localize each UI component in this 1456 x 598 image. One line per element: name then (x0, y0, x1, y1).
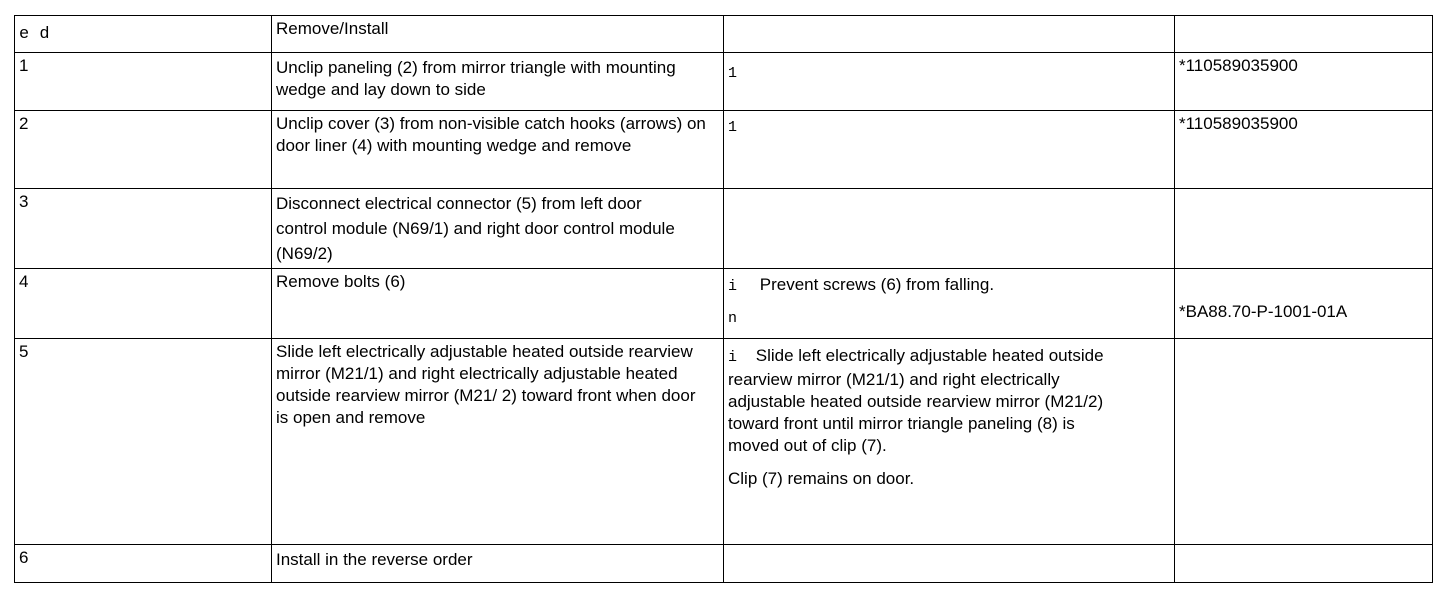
marker-cell (724, 545, 1175, 583)
note-text: Slide left electrically adjustable heated outside rearview mirror (M21/1) and right electrically adjustable heated outside rearview mirror (M21/2) toward front until mirror triangle paneling (8) is moved out of clip (7). (728, 346, 1104, 455)
header-step-label: e d (19, 25, 50, 44)
reference-cell (1175, 111, 1433, 189)
header-cell-title (272, 16, 724, 53)
note-cell (724, 339, 1175, 545)
instruction-cell: Install in the reverse order (272, 545, 724, 583)
reference-cell (1175, 545, 1433, 583)
reference-cell (1175, 189, 1433, 269)
header-cell-3 (724, 16, 1175, 53)
step-number: 5 (15, 339, 272, 545)
step-number: 1 (15, 53, 272, 111)
reference-link[interactable]: *110589035900 (1179, 56, 1298, 75)
reference-cell (1175, 269, 1433, 339)
header-cell-4 (1175, 16, 1433, 53)
table-row (15, 545, 1433, 583)
info-icon: i (728, 349, 738, 366)
step-number: 2 (15, 111, 272, 189)
note-text: Prevent screws (6) from falling. (759, 275, 995, 294)
note-cell (724, 269, 1175, 339)
step-number: 3 (15, 189, 272, 269)
tool-marker: 1 (728, 119, 738, 136)
table-row (15, 339, 1433, 545)
reference-link[interactable]: *BA88.70-P-1001-01A (1179, 302, 1348, 321)
tool-marker: n (728, 310, 738, 327)
marker-cell (724, 53, 1175, 111)
table-row (15, 53, 1433, 111)
marker-cell (724, 111, 1175, 189)
header-row (15, 16, 1433, 53)
instruction-cell: Unclip paneling (2) from mirror triangle with mounting wedge and lay down to side (272, 53, 724, 111)
reference-cell (1175, 339, 1433, 545)
procedure-table (14, 15, 1433, 583)
step-number: 6 (15, 545, 272, 583)
note-text-secondary: Clip (7) remains on door. (728, 469, 915, 488)
table-row (15, 111, 1433, 189)
header-cell-step (15, 16, 272, 53)
header-title: Remove/Install (276, 19, 389, 38)
marker-cell (724, 189, 1175, 269)
step-number: 4 (15, 269, 272, 339)
table-row (15, 189, 1433, 269)
reference-link[interactable]: *110589035900 (1179, 114, 1298, 133)
instruction-cell: Remove bolts (6) (272, 269, 724, 339)
info-icon: i (728, 278, 738, 295)
instruction-cell: Slide left electrically adjustable heated outside rearview mirror (M21/1) and right electrically adjustable heated outside rearview mirror (M21/ 2) toward front when door is open and remove (272, 339, 724, 545)
table-row (15, 269, 1433, 339)
reference-cell (1175, 53, 1433, 111)
instruction-cell: Disconnect electrical connector (5) from left door control module (N69/1) and right door control module (N69/2) (272, 189, 724, 269)
tool-marker: 1 (728, 65, 738, 82)
instruction-cell: Unclip cover (3) from non-visible catch hooks (arrows) on door liner (4) with mounting wedge and remove (272, 111, 724, 189)
